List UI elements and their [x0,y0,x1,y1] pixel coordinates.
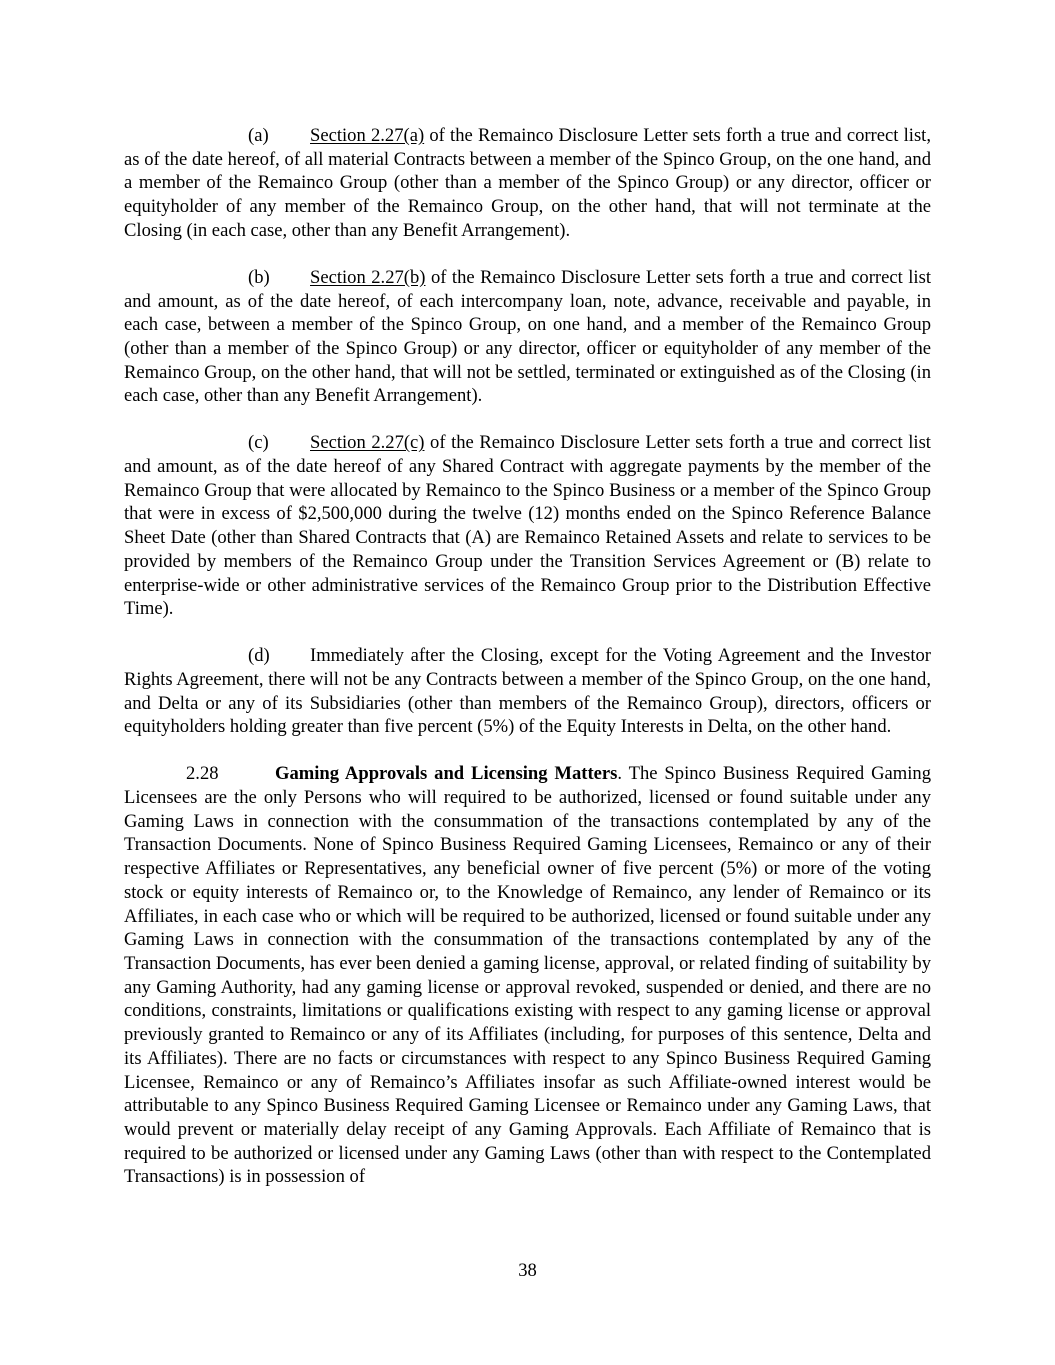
paragraph-label: (c) [248,432,269,454]
paragraph-label: (d) [248,645,270,667]
section-heading: Gaming Approvals and Licensing Matters [275,763,618,785]
page-number: 38 [518,1260,537,1281]
section-text: The Spinco Business Required Gaming Licensees are the only Persons who will required to be authorized, licensed or found suitable under any Gaming Laws in connection with the consummation of the transactions contemplated by any of the Transaction Documents. None of Spinco Business Required Gaming Licensees, Remainco or any of their respective Affiliates or Representatives, any beneficial owner of five percent (5%) or more of the voting stock or equity interests of Remainco or, to the Knowledge of Remainco, any lender of Remainco or its Affiliates, in each case who or which will be required to be authorized, licensed or found suitable under any Gaming Laws in connection with the consummation of the transactions contemplated by any of the Transaction Documents, has ever been denied a gaming license, approval, or related finding of suitability by any Gaming Authority, had any gaming license or approval revoked, suspended or denied, and there are no conditions, constraints, limitations or qualifications existing with respect to any gaming license or approval previously granted to Remainco or any of its Affiliates (including, for purposes of this sentence, Delta and its Affiliates). There are no facts or circumstances with respect to any Spinco Business Required Gaming Licensee, Remainco or any of Remainco’s Affiliates insofar as such Affiliate-owned interest would be attributable to any Spinco Business Required Gaming Licensee or Remainco under any Gaming Laws, that would prevent or materially delay receipt of any Gaming Approvals. Each Affiliate of Remainco that is required to be authorized or licensed under any Gaming Laws (other than with respect to the Contemplated Transactions) is in possession of [124,763,931,1188]
paragraph-text: of the Remainco Disclosure Letter sets forth a true and correct list and amount, as of the date hereof of any Shared Contract with aggregate payments by the member of the Remainco Group that were allocated by Remainco to the Spinco Business or a member of the Spinco Group that were in excess of $2,500,000 during the twelve (12) months ended on the Spinco Reference Balance Sheet Date (other than Shared Contracts that (A) are Remainco Retained Assets and relate to services to be provided by members of the Remainco Group under the Transition Services Agreement or (B) relate to enterprise-wide or other administrative services of the Remainco Group prior to the Distribution Effective Time). [124,432,931,620]
section-reference: Section 2.27(c) [310,432,425,454]
paragraph-c [124,431,931,621]
section-reference: Section 2.27(a) [310,125,425,146]
paragraph-label: (b) [248,266,270,288]
section-heading-period: . [617,763,623,785]
paragraph-b [124,266,931,408]
section-reference: Section 2.27(b) [310,266,426,288]
paragraph-text: of the Remainco Disclosure Letter sets forth a true and correct list and amount, as of the date hereof, of each intercompany loan, note, advance, receivable and payable, in each case, between a member of the Spinco Group, on one hand, and a member of the Remainco Group (other than a member of the Spinco Group) or any director, officer or equityholder of any member of the Remainco Group, on the other hand, that will not be settled, terminated or extinguished as of the Closing (in each case, other than any Benefit Arrangement). [124,266,931,407]
paragraph-text: Immediately after the Closing, except for the Voting Agreement and the Investor Rights Agreement, there will not be any Contracts between a member of the Spinco Group, on the one hand, and Delta or any of its Subsidiaries (other than members of the Remainco Group), directors, officers or equityholders holding greater than five percent (5%) of the Equity Interests in Delta, on the other hand. [124,645,931,738]
document-page [124,124,931,1212]
paragraph-d [124,644,931,739]
paragraph-text: of the Remainco Disclosure Letter sets forth a true and correct list, as of the date hereof, of all material Contracts between a member of the Spinco Group, on the one hand, and a member of the Remainco Group (other than a member of the Spinco Group) or any director, officer or equityholder of any member of the Remainco Group, on the other hand, that will not terminate at the Closing (in each case, other than any Benefit Arrangement). [124,125,931,241]
section-2-28 [124,762,931,1189]
section-number: 2.28 [186,763,219,785]
paragraph-label: (a) [248,125,269,146]
paragraph-a [124,124,931,243]
